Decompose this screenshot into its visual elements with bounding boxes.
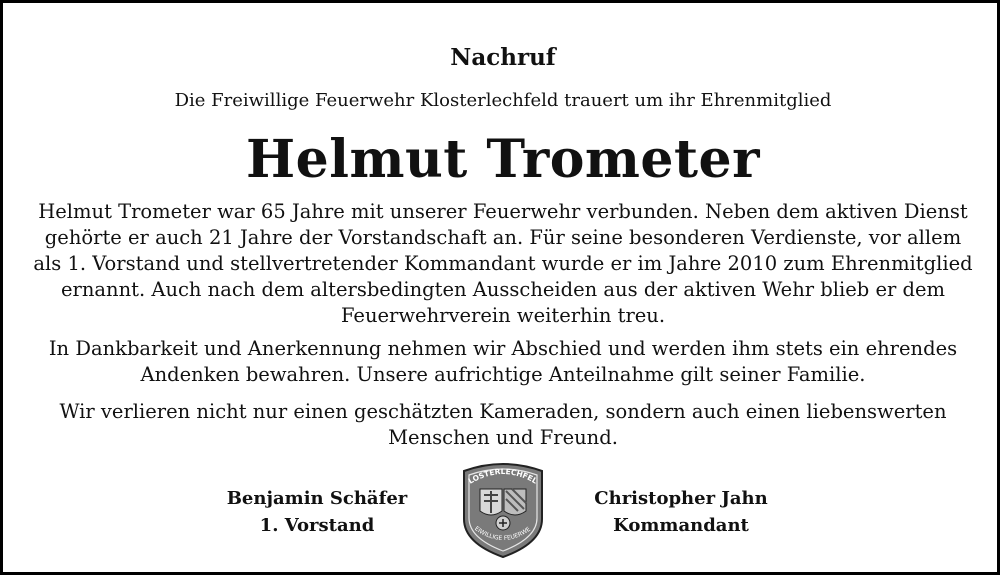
svg-text:KLOSTERLECHFELD: LOSTERLECHFEL — [466, 466, 539, 486]
signatory-role: Kommandant — [613, 515, 749, 536]
signature-left — [187, 485, 447, 539]
svg-text:FREIWILLIGE FEUERWEHR: EIWILLIGE FEUERWE — [473, 525, 532, 543]
farewell-paragraph: Wir verlieren nicht nur einen geschätzten Kameraden, sondern auch einen liebenswerten Menschen und Freund. — [59, 400, 947, 449]
signature-right — [551, 485, 811, 539]
condolence-paragraph: In Dankbarkeit und Anerkennung nehmen wir Abschied und werden ihm stets ein ehrendes Andenken bewahren. Unsere aufrichtige Anteilnahme gilt seiner Familie. — [48, 337, 958, 386]
notice-intro: Die Freiwillige Feuerwehr Klosterlechfeld trauert um ihr Ehrenmitglied — [174, 90, 832, 111]
signatory-name: Benjamin Schäfer — [226, 488, 408, 509]
fire-brigade-crest-icon — [458, 459, 548, 559]
signatory-name: Christopher Jahn — [594, 488, 768, 509]
notice-heading: Nachruf — [450, 44, 556, 71]
deceased-name: Helmut Trometer — [245, 129, 761, 190]
tribute-paragraph: Helmut Trometer war 65 Jahre mit unserer Feuerwehr verbunden. Neben dem aktiven Dienst gehörte er auch 21 Jahre der Vorstandschaft an. Für seine besonderen Verdienste, vor allem als 1. Vorstand und stellvertretender Kommandant wurde er im Jahre 2010 zum Ehrenmitglied ernannt. Auch nach dem altersbedingten Ausscheiden aus der aktiven Wehr blieb er dem Feuerwehrverein weiterhin treu. — [33, 200, 973, 327]
signatory-role: 1. Vorstand — [259, 515, 375, 536]
